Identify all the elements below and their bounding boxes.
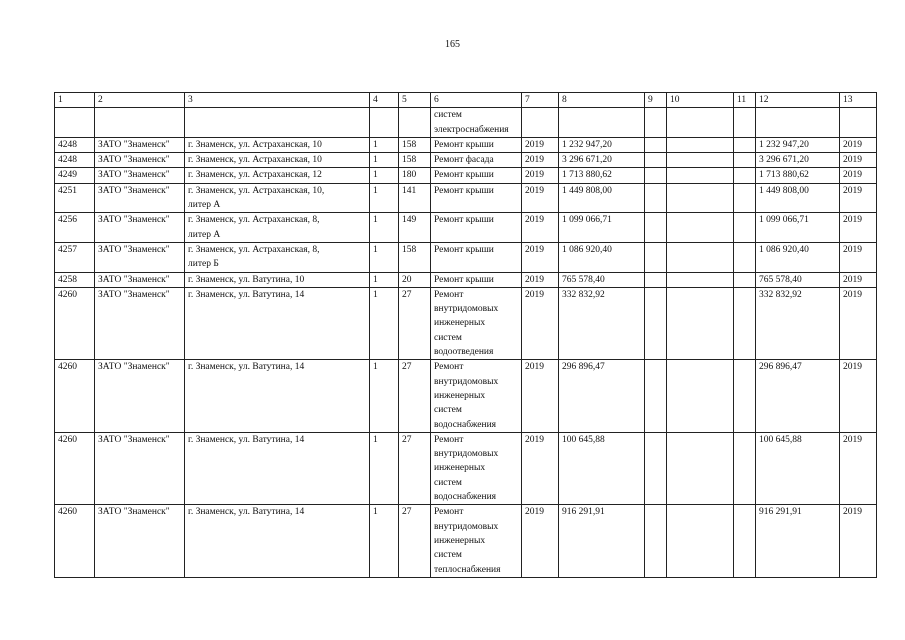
column-header: 3 [185,93,370,108]
cell-end-year [840,108,877,138]
cell-address [185,168,370,183]
column-header: 12 [756,93,840,108]
column-header: 5 [399,93,431,108]
cell-record-id: 4251 [55,183,95,213]
cell-year: 2019 [522,168,559,183]
cell-work-type-line: систем [434,110,462,121]
cell-amount: 916 291,91 [559,505,645,577]
cell-amount: 1 232 947,20 [559,137,645,152]
cell-col-11 [734,137,756,152]
table-row [55,213,877,243]
cell-col-10 [667,213,734,243]
cell-work-type-line: систем [434,477,462,488]
cell-work-type-line: электроснабжения [434,124,509,135]
table-row [55,287,877,359]
cell-address-line: г. Знаменск, ул. Ватутина, 14 [188,507,305,518]
cell-col-5: 141 [399,183,431,213]
cell-col-11 [734,213,756,243]
cell-col-4: 1 [370,168,399,183]
cell-municipality: ЗАТО "Знаменск" [95,153,185,168]
cell-record-id: 4260 [55,360,95,432]
cell-total: 916 291,91 [756,505,840,577]
cell-end-year: 2019 [840,137,877,152]
cell-col-11 [734,108,756,138]
cell-work-type-line: внутридомовых [434,521,499,532]
cell-col-11 [734,168,756,183]
column-header: 1 [55,93,95,108]
cell-amount: 3 296 671,20 [559,153,645,168]
cell-end-year: 2019 [840,505,877,577]
cell-col-5: 180 [399,168,431,183]
cell-work-type-line: внутридомовых [434,376,499,387]
cell-address-line: г. Знаменск, ул. Астраханская, 10 [188,139,322,150]
cell-record-id: 4260 [55,432,95,504]
cell-work-type [431,287,522,359]
cell-col-4: 1 [370,432,399,504]
cell-col-4: 1 [370,153,399,168]
cell-amount: 765 578,40 [559,272,645,287]
cell-end-year: 2019 [840,153,877,168]
cell-year: 2019 [522,432,559,504]
cell-work-type [431,505,522,577]
cell-end-year: 2019 [840,287,877,359]
cell-address-line: г. Знаменск, ул. Ватутина, 14 [188,362,305,373]
cell-work-type-line: Ремонт крыши [434,185,494,196]
cell-address [185,287,370,359]
cell-work-type-line: систем [434,550,462,561]
cell-col-11 [734,153,756,168]
cell-address-line: г. Знаменск, ул. Астраханская, 8, [188,215,320,226]
cell-work-type-line: Ремонт крыши [434,244,494,255]
column-header: 9 [645,93,667,108]
cell-address [185,272,370,287]
cell-work-type-line: Ремонт фасада [434,155,494,166]
cell-amount: 1 449 808,00 [559,183,645,213]
cell-col-9 [645,183,667,213]
cell-work-type-line: инженерных [434,463,486,474]
cell-col-5 [399,108,431,138]
cell-col-5: 149 [399,213,431,243]
cell-col-10 [667,432,734,504]
table-row [55,168,877,183]
cell-amount: 1 713 880,62 [559,168,645,183]
cell-col-10 [667,183,734,213]
cell-record-id: 4260 [55,287,95,359]
cell-year: 2019 [522,213,559,243]
column-header: 11 [734,93,756,108]
cell-address-line: г. Знаменск, ул. Астраханская, 12 [188,170,322,181]
cell-end-year: 2019 [840,360,877,432]
cell-col-4 [370,108,399,138]
cell-year: 2019 [522,272,559,287]
cell-col-11 [734,287,756,359]
cell-col-9 [645,505,667,577]
cell-amount: 296 896,47 [559,360,645,432]
cell-work-type-line: водоснабжения [434,419,497,430]
cell-municipality: ЗАТО "Знаменск" [95,168,185,183]
cell-year: 2019 [522,505,559,577]
cell-col-10 [667,108,734,138]
cell-work-type-line: Ремонт крыши [434,274,494,285]
table-row [55,432,877,504]
cell-col-4: 1 [370,213,399,243]
cell-end-year: 2019 [840,432,877,504]
cell-end-year: 2019 [840,272,877,287]
cell-year: 2019 [522,137,559,152]
cell-work-type-line: Ремонт [434,362,464,373]
cell-year: 2019 [522,287,559,359]
cell-address-line: г. Знаменск, ул. Астраханская, 8, [188,244,320,255]
cell-record-id: 4256 [55,213,95,243]
cell-total: 1 232 947,20 [756,137,840,152]
cell-col-5: 158 [399,137,431,152]
cell-col-5: 27 [399,360,431,432]
cell-col-9 [645,168,667,183]
cell-address [185,108,370,138]
cell-year [522,108,559,138]
cell-municipality [95,108,185,138]
cell-record-id: 4249 [55,168,95,183]
header-row [55,93,877,108]
cell-work-type-line: Ремонт [434,434,464,445]
table-row [55,360,877,432]
cell-col-9 [645,153,667,168]
cell-amount: 332 832,92 [559,287,645,359]
cell-amount: 1 086 920,40 [559,242,645,272]
column-header: 6 [431,93,522,108]
cell-municipality: ЗАТО "Знаменск" [95,213,185,243]
cell-col-10 [667,287,734,359]
cell-end-year: 2019 [840,213,877,243]
cell-municipality: ЗАТО "Знаменск" [95,287,185,359]
table-row [55,153,877,168]
cell-address [185,183,370,213]
cell-year: 2019 [522,183,559,213]
cell-end-year: 2019 [840,168,877,183]
cell-col-4: 1 [370,183,399,213]
cell-work-type-line: Ремонт крыши [434,170,494,181]
cell-col-5: 20 [399,272,431,287]
cell-end-year: 2019 [840,242,877,272]
cell-year: 2019 [522,242,559,272]
cell-col-4: 1 [370,272,399,287]
cell-address-line: литер Б [188,259,219,270]
cell-col-10 [667,153,734,168]
cell-work-type-line: инженерных [434,318,486,329]
cell-col-9 [645,360,667,432]
cell-work-type-line: систем [434,332,462,343]
cell-col-11 [734,360,756,432]
cell-municipality: ЗАТО "Знаменск" [95,272,185,287]
cell-work-type [431,272,522,287]
table-row [55,183,877,213]
cell-total: 1 713 880,62 [756,168,840,183]
cell-address-line: литер А [188,229,221,240]
cell-total: 296 896,47 [756,360,840,432]
cell-total: 1 449 808,00 [756,183,840,213]
cell-col-9 [645,272,667,287]
cell-total: 332 832,92 [756,287,840,359]
cell-work-type-line: инженерных [434,390,486,401]
cell-address-line: г. Знаменск, ул. Астраханская, 10, [188,185,325,196]
table-body [55,108,877,578]
cell-municipality: ЗАТО "Знаменск" [95,432,185,504]
cell-year: 2019 [522,153,559,168]
cell-record-id: 4258 [55,272,95,287]
cell-col-4: 1 [370,137,399,152]
cell-work-type-line: Ремонт [434,289,464,300]
cell-col-5: 27 [399,505,431,577]
cell-col-9 [645,287,667,359]
cell-record-id: 4260 [55,505,95,577]
cell-record-id [55,108,95,138]
column-header: 2 [95,93,185,108]
cell-col-9 [645,108,667,138]
cell-address-line: г. Знаменск, ул. Ватутина, 14 [188,434,305,445]
cell-amount: 100 645,88 [559,432,645,504]
cell-col-10 [667,272,734,287]
cell-col-11 [734,242,756,272]
table-row [55,505,877,577]
cell-work-type-line: водоснабжения [434,492,497,503]
column-header: 4 [370,93,399,108]
cell-col-4: 1 [370,242,399,272]
table-row [55,108,877,138]
cell-total: 100 645,88 [756,432,840,504]
column-header: 8 [559,93,645,108]
cell-col-9 [645,213,667,243]
repair-program-table [54,92,877,578]
cell-municipality: ЗАТО "Знаменск" [95,360,185,432]
cell-address [185,432,370,504]
cell-address [185,137,370,152]
cell-work-type-line: внутридомовых [434,449,499,460]
cell-total [756,108,840,138]
cell-address-line: г. Знаменск, ул. Ватутина, 14 [188,289,305,300]
cell-address [185,360,370,432]
cell-col-5: 27 [399,432,431,504]
cell-address [185,505,370,577]
cell-address-line: г. Знаменск, ул. Ватутина, 10 [188,274,305,285]
cell-total: 765 578,40 [756,272,840,287]
cell-work-type [431,108,522,138]
cell-total: 1 099 066,71 [756,213,840,243]
table-row [55,137,877,152]
cell-work-type-line: систем [434,405,462,416]
table-row [55,272,877,287]
cell-year: 2019 [522,360,559,432]
cell-address-line: г. Знаменск, ул. Астраханская, 10 [188,155,322,166]
cell-col-9 [645,432,667,504]
cell-record-id: 4248 [55,153,95,168]
cell-col-11 [734,505,756,577]
cell-work-type [431,137,522,152]
column-header: 10 [667,93,734,108]
cell-address [185,242,370,272]
cell-municipality: ЗАТО "Знаменск" [95,183,185,213]
cell-work-type [431,213,522,243]
cell-work-type-line: инженерных [434,535,486,546]
cell-col-10 [667,168,734,183]
cell-col-4: 1 [370,505,399,577]
cell-amount: 1 099 066,71 [559,213,645,243]
cell-col-11 [734,432,756,504]
cell-work-type-line: внутридомовых [434,304,499,315]
cell-col-11 [734,272,756,287]
cell-col-10 [667,242,734,272]
cell-work-type-line: водоотведения [434,347,494,358]
cell-municipality: ЗАТО "Знаменск" [95,137,185,152]
cell-work-type [431,183,522,213]
table-row [55,242,877,272]
cell-work-type-line: Ремонт крыши [434,139,494,150]
cell-work-type [431,168,522,183]
cell-work-type-line: Ремонт [434,507,464,518]
cell-total: 1 086 920,40 [756,242,840,272]
cell-record-id: 4257 [55,242,95,272]
cell-col-5: 158 [399,153,431,168]
cell-total: 3 296 671,20 [756,153,840,168]
cell-col-10 [667,360,734,432]
column-header: 13 [840,93,877,108]
cell-end-year: 2019 [840,183,877,213]
cell-work-type-line: Ремонт крыши [434,215,494,226]
column-header: 7 [522,93,559,108]
cell-col-9 [645,137,667,152]
cell-work-type [431,242,522,272]
cell-col-4: 1 [370,287,399,359]
cell-work-type-line: теплоснабжения [434,564,501,575]
cell-address [185,213,370,243]
cell-address-line: литер А [188,200,221,211]
cell-amount [559,108,645,138]
cell-address [185,153,370,168]
cell-municipality: ЗАТО "Знаменск" [95,242,185,272]
cell-work-type [431,153,522,168]
page-number: 165 [445,39,460,50]
cell-municipality: ЗАТО "Знаменск" [95,505,185,577]
cell-col-5: 27 [399,287,431,359]
cell-col-10 [667,505,734,577]
cell-col-11 [734,183,756,213]
cell-col-5: 158 [399,242,431,272]
cell-col-10 [667,137,734,152]
cell-col-9 [645,242,667,272]
cell-col-4: 1 [370,360,399,432]
cell-record-id: 4248 [55,137,95,152]
cell-work-type [431,360,522,432]
cell-work-type [431,432,522,504]
